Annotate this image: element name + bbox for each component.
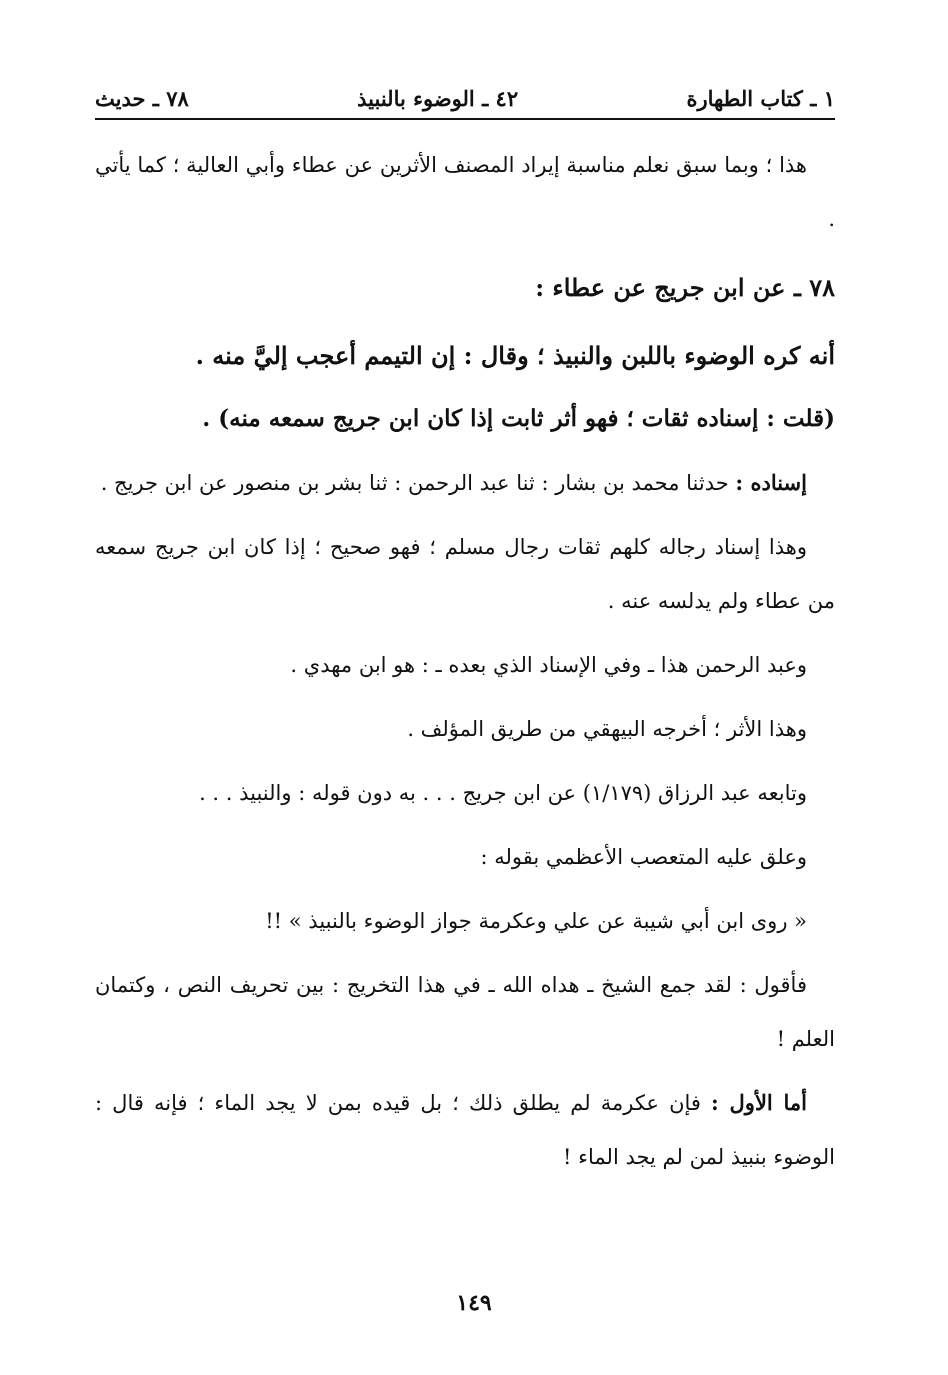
- running-header: [95, 78, 835, 120]
- header-section: ٤٢ ـ الوضوء بالنبيذ: [357, 85, 519, 111]
- paragraph: [95, 256, 835, 320]
- paragraph-text: هذا ؛ وبما سبق نعلم مناسبة إيراد المصنف الأثرين عن عطاء وأبي العالية ؛ كما يأتي .: [95, 153, 835, 231]
- paragraph: [95, 766, 835, 820]
- paragraph: [95, 702, 835, 756]
- paragraph-text: وعلق عليه المتعصب الأعظمي بقوله :: [480, 845, 807, 869]
- paragraph-text: وعبد الرحمن هذا ـ وفي الإسناد الذي بعده ـ : هو ابن مهدي .: [290, 653, 807, 677]
- header-hadith-number: ٧٨ ـ حديث: [95, 85, 189, 111]
- paragraph-text: وهذا إسناد رجاله كلهم ثقات رجال مسلم ؛ فهو صحيح ؛ إذا كان ابن جريج سمعه من عطاء ولم يدلسه عنه .: [95, 535, 835, 613]
- paragraph: [95, 1076, 835, 1184]
- paragraph-text: أنه كره الوضوء باللبن والنبيذ ؛ وقال : إن التيمم أعجب إليَّ منه .: [195, 341, 835, 370]
- paragraph: [95, 894, 835, 948]
- paragraph: [95, 638, 835, 692]
- paragraph-text: وتابعه عبد الرزاق (١/١٧٩) عن ابن جريج . . . به دون قوله : والنبيذ . . .: [199, 781, 807, 805]
- paragraph-text: (قلت : إسناده ثقات ؛ فهو أثر ثابت إذا كان ابن جريج سمعه منه) .: [202, 405, 835, 432]
- page-number: ١٤٩: [456, 1290, 492, 1316]
- body-text: [95, 138, 835, 1194]
- paragraph-text: « روى ابن أبي شيبة عن علي وعكرمة جواز الوضوء بالنبيذ » !!: [265, 909, 807, 933]
- paragraph: [95, 138, 835, 246]
- paragraph: [95, 958, 835, 1066]
- paragraph-lead: أما الأول :: [711, 1090, 807, 1115]
- paragraph: [95, 392, 835, 446]
- paragraph: [95, 324, 835, 388]
- paragraph-text: وهذا الأثر ؛ أخرجه البيهقي من طريق المؤلف .: [407, 717, 807, 741]
- paragraph: [95, 520, 835, 628]
- paragraph-text: فأقول : لقد جمع الشيخ ـ هداه الله ـ في هذا التخريج : بين تحريف النص ، وكتمان العلم !: [95, 973, 835, 1051]
- paragraph: [95, 830, 835, 884]
- paragraph-text: ٧٨ ـ عن ابن جريج عن عطاء :: [535, 273, 835, 302]
- paragraph-lead: إسناده :: [735, 470, 807, 495]
- header-chapter: ١ ـ كتاب الطهارة: [686, 85, 835, 111]
- paragraph-text: فإن عكرمة لم يطلق ذلك ؛ بل قيده بمن لا يجد الماء ؛ فإنه قال : الوضوء بنبيذ لمن لم يجد الماء !: [95, 1091, 835, 1169]
- paragraph: [95, 456, 835, 510]
- paragraph-text: حدثنا محمد بن بشار : ثنا عبد الرحمن : ثنا بشر بن منصور عن ابن جريج .: [100, 471, 736, 495]
